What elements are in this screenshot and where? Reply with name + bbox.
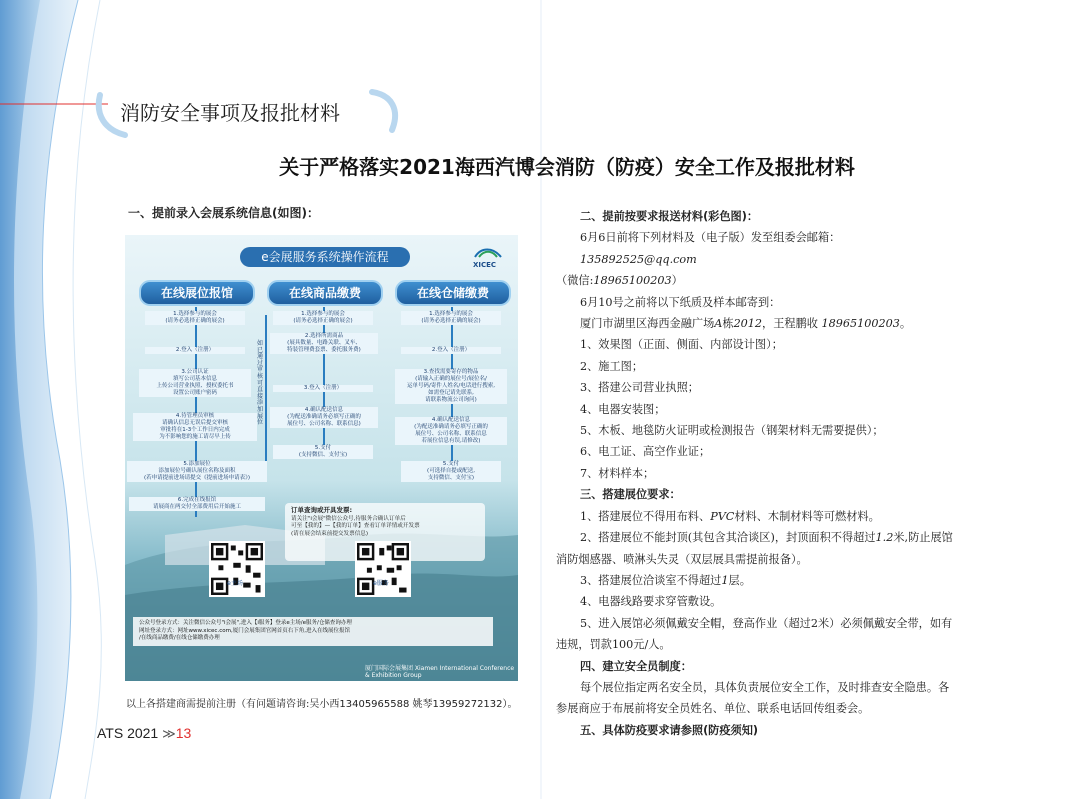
line-text: 材料、木制材料等可燃材料。: [734, 509, 880, 523]
column-head-goods: 在线商品缴费: [267, 280, 383, 306]
qr-label-efuwu: e服务: [373, 580, 389, 587]
emphasis-text: 135892525@qq.com: [580, 252, 697, 266]
qr-label-ezhuchang: e主场: [227, 580, 243, 587]
col3-step-3: 3.查找需要寄存的物品 (请输入正确的展位号/展位名/ 运单号码/寄件人姓名/电话进行搜索, 如需登记请先联系, 请联系物流公司询问): [395, 369, 507, 404]
flowchart-title: e会展服务系统操作流程: [240, 247, 410, 267]
col1-step-2: 2.登入（注册）: [145, 347, 245, 354]
col2-step-2: 2.选择所需商品 (展具数量、电路关联、叉车、 特装管理费套票、委托服务费): [270, 333, 378, 354]
col1-step-1: 1.选择参与的展会 (请务必选择正确的展会): [145, 311, 245, 325]
line-text: 4、电器安装图；: [580, 402, 666, 416]
col2-step-1: 1.选择参与的展会 (请务必选择正确的展会): [273, 311, 373, 325]
col1-flow-line: [195, 307, 197, 517]
col2-flow-line: [323, 307, 325, 457]
emphasis-text: 1.2: [875, 531, 894, 545]
line-text: 3、搭建公司营业执照；: [580, 381, 699, 395]
line-text: 层。: [728, 573, 751, 587]
line-text: 5、木板、地毯防火证明或检测报告（钢架材料无需要提供）；: [580, 424, 884, 438]
line-text: 二、提前按要求报送材料(彩色图)：: [580, 210, 759, 223]
text-line: [556, 356, 956, 377]
line-text: 2、搭建展位不能封顶(其包含其洽谈区)，封顶面积不得超过: [580, 531, 876, 545]
col3-step-5: 5.支付 (可选择自提或配送, 支持微信、支付宝): [401, 461, 501, 482]
line-text: 6月10号之前将以下纸质及样本邮寄到：: [580, 295, 781, 309]
line-text: （微信:: [556, 274, 594, 288]
line-text: 厦门市湖里区海西金融广场: [580, 317, 715, 331]
requirements-text-column: [556, 206, 956, 741]
line-text: 5、进入展馆必须佩戴安全帽，登高作业（超过2米）必须佩戴安全带，如有违规，罚款100元/人。: [556, 616, 953, 652]
col1-step-4: 4.待管理员审核 请确认信息无误后提交审核 审批将在1-3个工作日内完成 为不影响您的施工请尽早上传: [133, 413, 257, 441]
text-line: [556, 227, 956, 270]
footer-label: ATS 2021: [97, 725, 159, 741]
line-text: 米,防止展馆消防烟感器、喷淋头失灵（双层展具需提前报备）。: [556, 531, 953, 566]
text-line: [556, 377, 956, 398]
xicec-logo: [473, 245, 503, 269]
group-brand-text: 厦门国际会展集团 Xiamen International Conference & Exhibition Group: [365, 665, 515, 679]
line-text: 7、材料样本；: [580, 466, 655, 480]
bypass-note-vertical: 如已通过审核可直接添加展位: [256, 340, 263, 427]
line-text: 每个展位指定两名安全员，具体负责展位安全工作，及时排查安全隐患。各参展商应于布展前将安全员姓名、单位、联系电话回传组委会。: [556, 680, 950, 716]
flowchart-caption: 以上各搭建商需提前注册（有问题请咨询:吴小西13405965588 姚琴13959272132）。: [126, 699, 518, 710]
line-text: 6、电工证、高空作业证；: [580, 445, 711, 459]
text-line: [556, 613, 956, 656]
text-line: [556, 313, 956, 334]
section-heading: [556, 720, 956, 741]
line-text: 四、建立安全员制度：: [580, 659, 692, 673]
text-line: [556, 420, 956, 441]
section-heading: [556, 206, 956, 227]
emphasis-text: 2012: [733, 317, 763, 331]
col1-step-3: 3.公司认证 填写公司基本信息 上传公司营业执照、授权委托书 设置公司账户密码: [139, 369, 251, 397]
text-line: [556, 506, 956, 527]
text-line: [556, 292, 956, 313]
col2-step-4: 4.确认配送信息 (为配送准确请务必填写正确的 展位号、公司名称、联系信息): [270, 407, 378, 428]
line-text: 4、电器线路要求穿管敷设。: [580, 595, 722, 609]
text-line: [556, 441, 956, 462]
qr-code-efuwu: [355, 541, 411, 597]
col1-step-6: 6.完成在线报馆 请展商在两交付全部费用后开始施工: [129, 497, 265, 511]
emphasis-text: PVC: [710, 509, 735, 523]
line-text: ）: [671, 274, 683, 288]
emphasis-text: A: [714, 317, 723, 331]
line-text: 1、搭建展位不得用布料、: [580, 509, 711, 523]
page-number: 13: [175, 725, 192, 741]
login-instructions: 公众号登录方式：关注微信公众号"i会展",进入【i服务】登录e主场/e服务/仓储查询办理 网址登录方式：网址www.xicec.com,厦门会展集团官网首页右下角,进入在线展位报馆 /在线商品缴费/在线仓储缴费办理: [133, 617, 493, 646]
col3-step-1: 1.选择参与的展会 (请务必选择正确的展会): [401, 311, 501, 325]
column-head-booth: 在线展位报馆: [139, 280, 255, 306]
qr-code-ezhuchang: [209, 541, 265, 597]
left-section-heading: 一、提前录入会展系统信息(如图)：: [128, 206, 319, 220]
text-line: [556, 591, 956, 612]
text-line: [556, 399, 956, 420]
line-text: 。: [899, 317, 912, 331]
line-text: 3、搭建展位洽谈室不得超过: [580, 573, 722, 587]
col1-bypass-line: [265, 315, 267, 465]
section-heading: [556, 656, 956, 677]
emphasis-text: 18965100203: [593, 274, 672, 288]
order-query-note-body: 请关注"i会展"微信公众号,待服务合确认订单后 可至【我的】—【我的订单】查看订单详情或开发票 (请在展会结束前提交发票信息): [291, 515, 420, 537]
line-text: ，王程鹏收: [762, 317, 822, 331]
emphasis-text: 18965100203: [821, 317, 900, 331]
line-text: 栋: [722, 317, 734, 331]
section-title: 消防安全事项及报批材料: [120, 101, 340, 125]
line-text: 1、效果图（正面、侧面、内部设计图）；: [580, 338, 783, 352]
document-title: 关于严格落实2021海西汽博会消防（防疫）安全工作及报批材料: [279, 155, 855, 179]
col2-step-3: 3.登入（注册）: [273, 385, 373, 392]
text-line: [556, 463, 956, 484]
line-text: 三、搭建展位要求：: [580, 488, 681, 502]
order-query-note-title: 订单查询或开具发票:: [291, 506, 353, 514]
text-line: [556, 527, 956, 570]
line-text: 6月6日前将下列材料及（电子版）发至组委会邮箱：: [580, 231, 841, 245]
text-line: [556, 677, 956, 720]
line-text: 五、具体防疫要求请参照(防疫须知): [580, 723, 759, 737]
text-line: [556, 334, 956, 355]
col2-step-5: 5.支付 (支持微信、支付宝): [273, 445, 373, 459]
xicec-logo-text: XICEC: [473, 261, 497, 269]
page-footer: [97, 725, 191, 742]
col3-step-2: 2.登入（注册）: [401, 347, 501, 354]
emphasis-text: 1: [721, 573, 729, 587]
xicec-logo-mark: [473, 245, 503, 259]
text-line: [556, 270, 956, 291]
col3-step-4: 4.确认配送信息 (为配送准确请务必填写正确的 展位号、公司名称、联系信息 若展位信息有误,请修改): [395, 417, 507, 445]
eservice-flowchart-image: [125, 235, 518, 681]
column-head-storage: 在线仓储缴费: [395, 280, 511, 306]
col1-step-5: 5.添加展位 添加展位号确认展位名称及面积 (若申请提前进场请提交《提前进场申请表》): [127, 461, 267, 482]
section-heading: [556, 484, 956, 505]
line-text: 2、施工图；: [580, 359, 644, 373]
double-chevron-icon: ≫: [162, 726, 176, 741]
text-line: [556, 570, 956, 591]
